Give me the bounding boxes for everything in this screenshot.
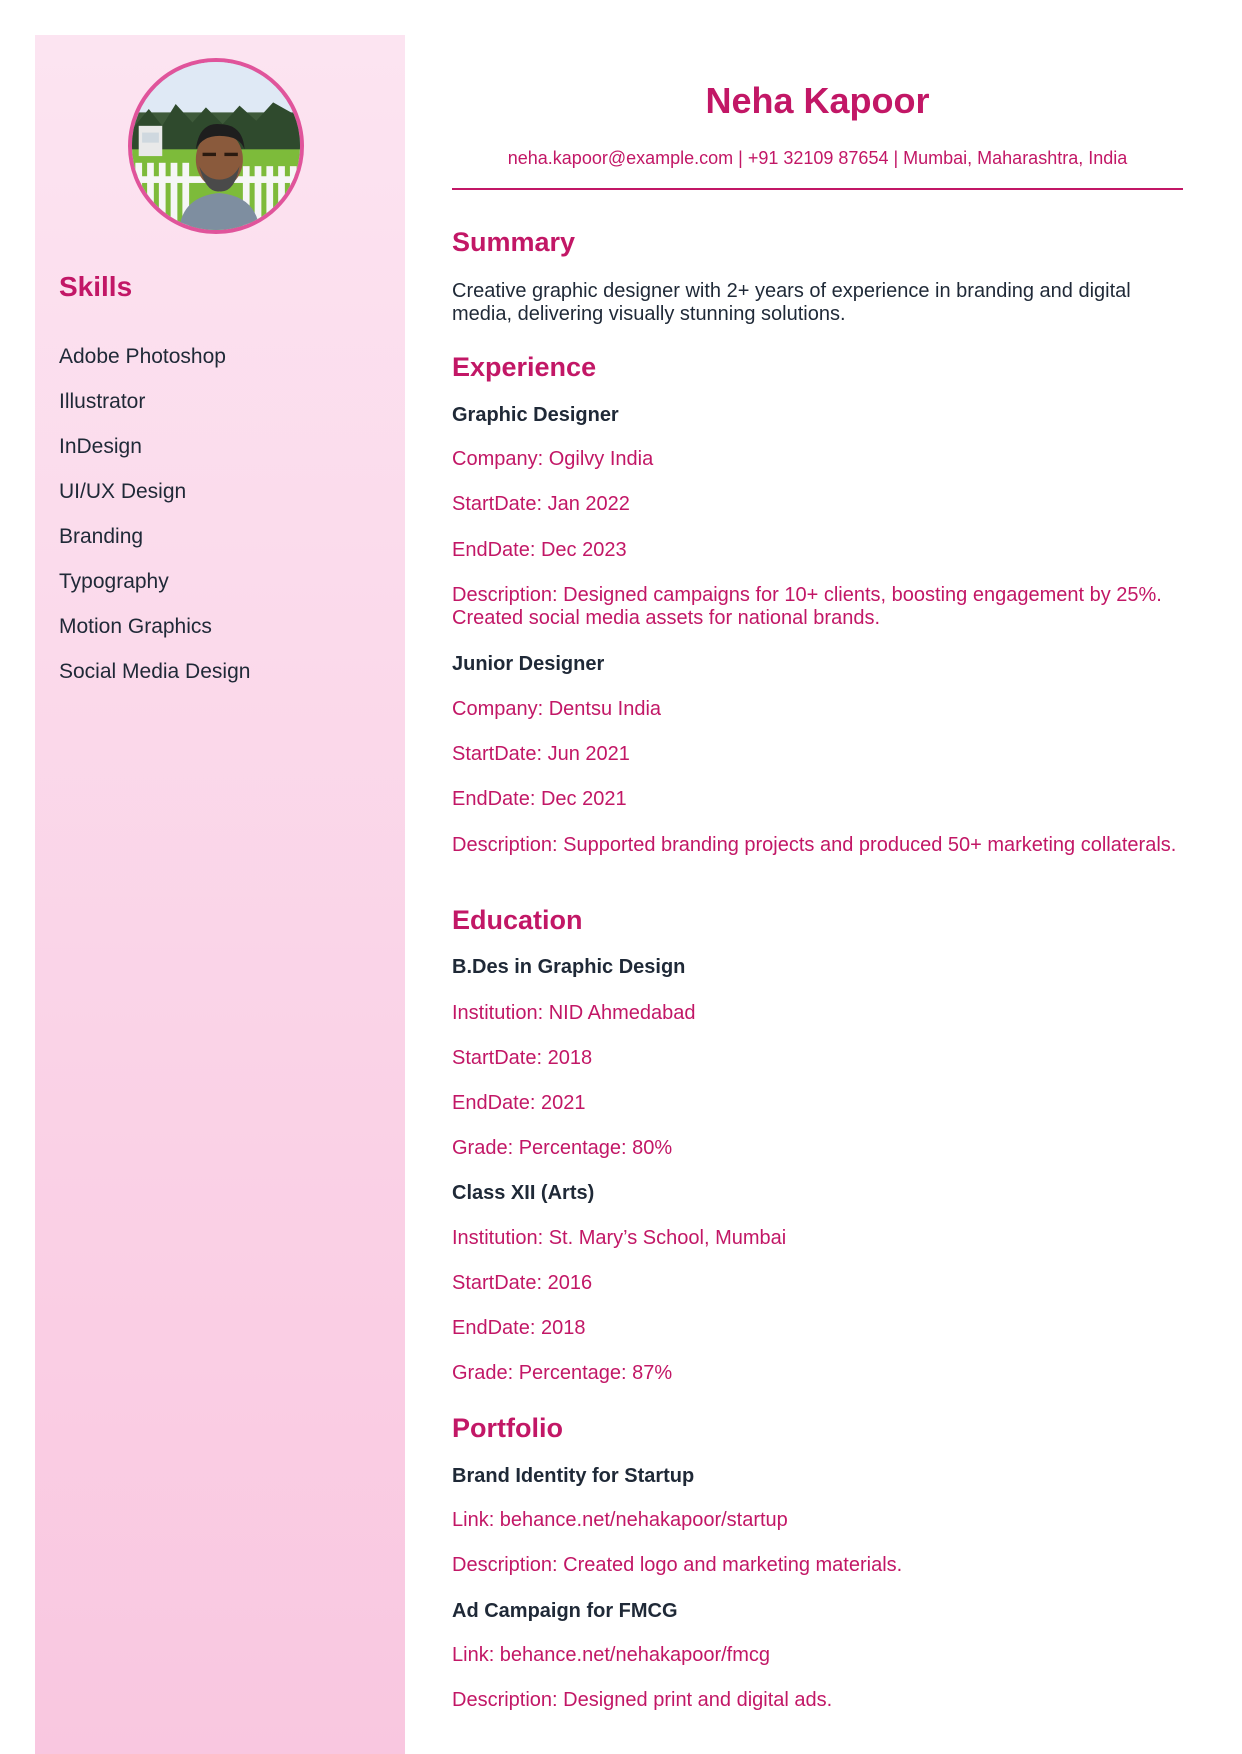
- experience-heading: Experience: [452, 352, 597, 382]
- experience-description: Description: Supported branding projects and produced 50+ marketing collaterals.: [452, 834, 1177, 856]
- education-heading: Education: [452, 905, 583, 935]
- education-grade: Grade: Percentage: 87%: [452, 1362, 673, 1384]
- sidebar: [35, 35, 405, 1754]
- education-title: Class XII (Arts): [452, 1182, 595, 1204]
- portfolio-heading: Portfolio: [452, 1413, 563, 1443]
- summary-text: Creative graphic designer with 2+ years of experience in branding and digital media, delivering visually stunning solutions.: [452, 280, 1131, 325]
- education-start-date: StartDate: 2018: [452, 1047, 593, 1069]
- skill-item: Social Media Design: [59, 660, 251, 683]
- skill-item: InDesign: [59, 435, 142, 458]
- experience-title: Graphic Designer: [452, 404, 619, 426]
- education-start-date: StartDate: 2016: [452, 1272, 593, 1294]
- skills-list: [59, 344, 250, 704]
- candidate-name: Neha Kapoor: [705, 80, 930, 121]
- experience-description: Description: Designed campaigns for 10+ clients, boosting engagement by 25%. Created social media assets for national brands.: [452, 584, 1162, 629]
- skill-item: Adobe Photoshop: [59, 345, 226, 368]
- portfolio-description: Description: Created logo and marketing materials.: [452, 1554, 903, 1576]
- avatar: [128, 58, 304, 234]
- experience-company: Company: Dentsu India: [452, 698, 662, 720]
- skill-item: Motion Graphics: [59, 615, 212, 638]
- education-institution: Institution: St. Mary’s School, Mumbai: [452, 1227, 787, 1249]
- skill-item: Branding: [59, 525, 144, 548]
- education-title: B.Des in Graphic Design: [452, 956, 686, 978]
- portfolio-description: Description: Designed print and digital ads.: [452, 1689, 833, 1711]
- contact-info: neha.kapoor@example.com | +91 32109 87654 | Mumbai, Maharashtra, India: [507, 148, 1128, 168]
- profile-photo: [132, 62, 300, 230]
- experience-end-date: EndDate: Dec 2021: [452, 788, 627, 810]
- education-end-date: EndDate: 2021: [452, 1092, 586, 1114]
- skill-item: Typography: [59, 570, 169, 593]
- experience-start-date: StartDate: Jan 2022: [452, 493, 630, 515]
- skill-item: Illustrator: [59, 390, 146, 413]
- skills-heading: Skills: [59, 271, 133, 302]
- education-end-date: EndDate: 2018: [452, 1317, 586, 1339]
- experience-company: Company: Ogilvy India: [452, 448, 654, 470]
- summary-heading: Summary: [452, 227, 576, 257]
- skill-item: UI/UX Design: [59, 480, 187, 503]
- portfolio-title: Ad Campaign for FMCG: [452, 1600, 678, 1622]
- experience-title: Junior Designer: [452, 653, 605, 675]
- portfolio-link[interactable]: Link: behance.net/nehakapoor/startup: [452, 1509, 788, 1531]
- experience-start-date: StartDate: Jun 2021: [452, 743, 630, 765]
- experience-end-date: EndDate: Dec 2023: [452, 539, 627, 561]
- header-divider: [452, 188, 1183, 190]
- education-grade: Grade: Percentage: 80%: [452, 1137, 673, 1159]
- education-institution: Institution: NID Ahmedabad: [452, 1002, 696, 1024]
- portfolio-link[interactable]: Link: behance.net/nehakapoor/fmcg: [452, 1644, 770, 1666]
- portfolio-title: Brand Identity for Startup: [452, 1465, 695, 1487]
